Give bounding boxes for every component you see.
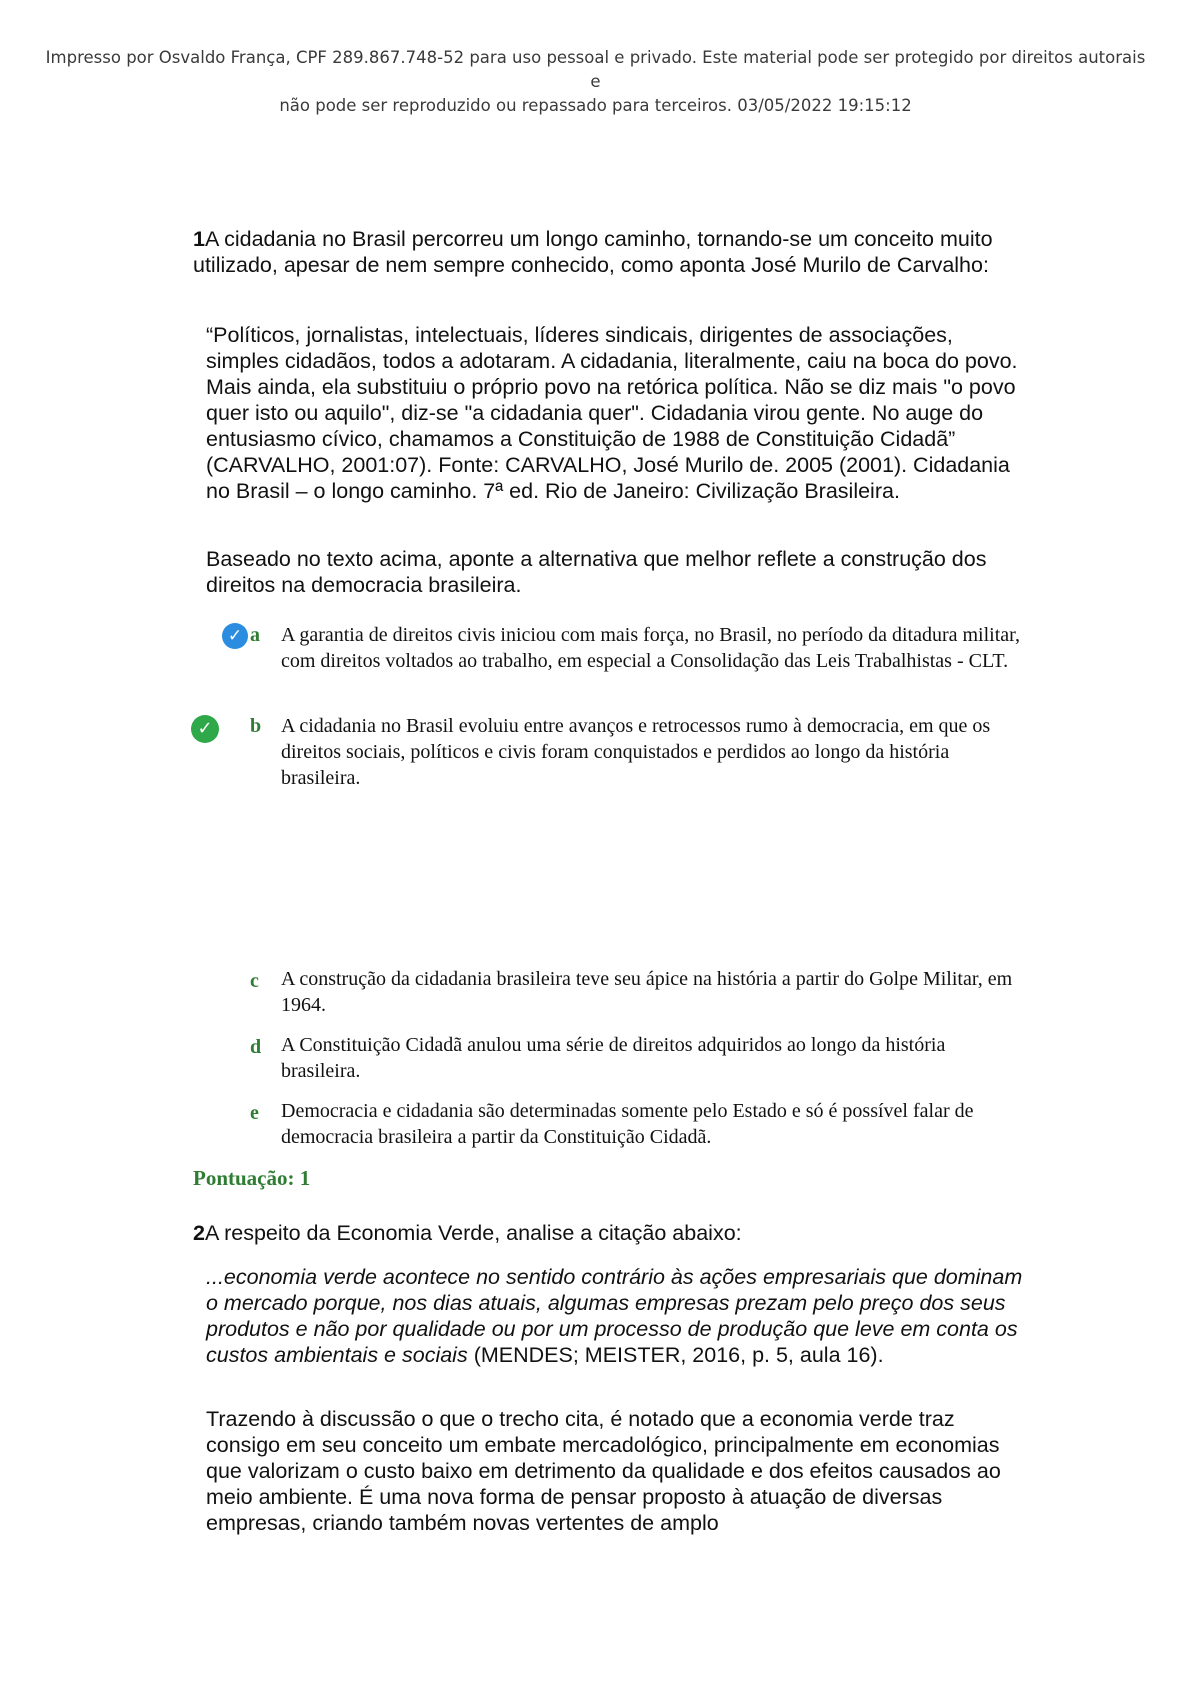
- option-d-text: A Constituição Cidadã anulou uma série de direitos adquiridos ao longo da história brasileira.: [281, 1034, 946, 1082]
- option-b-letter: b: [250, 715, 262, 737]
- option-e-letter: e: [250, 1102, 259, 1124]
- watermark-line-1: Impresso por Osvaldo França, CPF 289.867.748-52 para uso pessoal e privado. Este material pode ser protegido por direitos autorais e: [45, 48, 1146, 91]
- watermark-line-2: não pode ser reproduzido ou repassado para terceiros. 03/05/2022 19:15:12: [279, 96, 912, 115]
- option-a-letter: a: [250, 624, 260, 646]
- question-2-intro-text: A respeito da Economia Verde, analise a citação abaixo:: [204, 1221, 742, 1245]
- option-d-letter: d: [250, 1036, 262, 1058]
- option-a-text: A garantia de direitos civis iniciou com mais força, no Brasil, no período da ditadura militar, com direitos voltados ao trabalho, em especial a Consolidação das Leis Trabalhistas - CLT.: [281, 624, 1021, 672]
- option-a[interactable]: [180, 622, 1030, 702]
- option-b[interactable]: [180, 713, 1030, 793]
- question-1-number: 1: [193, 227, 205, 251]
- print-watermark: [40, 46, 1151, 118]
- option-e-text: Democracia e cidadania são determinadas somente pelo Estado e só é possível falar de democracia brasileira a partir da Constituição Cidadã.: [281, 1100, 974, 1148]
- correct-check-icon: ✓: [191, 715, 219, 743]
- question-1-intro-text: A cidadania no Brasil percorreu um longo caminho, tornando-se um conceito muito utilizado, apesar de nem sempre conhecido, como aponta José Murilo de Carvalho:: [193, 227, 993, 277]
- question-2-quote: [206, 1264, 1026, 1368]
- question-1-score: Pontuação: 1: [193, 1166, 311, 1190]
- question-2-intro: [193, 1220, 1023, 1246]
- option-c-text: A construção da cidadania brasileira teve seu ápice na história a partir do Golpe Militar, em 1964.: [281, 968, 1013, 1016]
- question-2-quote-ref: (MENDES; MEISTER, 2016, p. 5, aula 16).: [467, 1343, 884, 1367]
- option-b-text: A cidadania no Brasil evoluiu entre avanços e retrocessos rumo à democracia, em que os direitos sociais, políticos e civis foram conquistados e perdidos ao longo da história brasileira.: [281, 715, 991, 789]
- question-1-prompt: Baseado no texto acima, aponte a alternativa que melhor reflete a construção dos direitos na democracia brasileira.: [206, 547, 987, 597]
- question-1-intro: [193, 226, 1023, 278]
- question-2-quote-italic: ...economia verde acontece no sentido contrário às ações empresariais que dominam o mercado porque, nos dias atuais, algumas empresas prezam pelo preço dos seus produtos e não por qualidade ou por um processo de produção que leve em conta os custos ambientais e sociais: [206, 1265, 1023, 1367]
- selected-check-icon: ✓: [222, 623, 248, 649]
- question-1-quote: “Políticos, jornalistas, intelectuais, líderes sindicais, dirigentes de associações, simples cidadãos, todos a adotaram. A cidadania, literalmente, caiu na boca do povo. Mais ainda, ela substituiu o próprio povo na retórica política. Não se diz mais "o povo quer isto ou aquilo", diz-se "a cidadania quer". Cidadania virou gente. No auge do entusiasmo cívico, chamamos a Constituição de 1988 de Constituição Cidadã” (CARVALHO, 2001:07). Fonte: CARVALHO, José Murilo de. 2005 (2001). Cidadania no Brasil – o longo caminho. 7ª ed. Rio de Janeiro: Civilização Brasileira.: [206, 323, 1018, 503]
- option-c-letter: c: [250, 970, 259, 992]
- question-2-paragraph: Trazendo à discussão o que o trecho cita, é notado que a economia verde traz consigo em seu conceito um embate mercadológico, principalmente em economias que valorizam o custo baixo em detrimento da qualidade e dos efeitos causados ao meio ambiente. É uma nova forma de pensar proposto à atuação de diversas empresas, criando também novas vertentes de amplo: [206, 1407, 1001, 1535]
- question-2-number: 2: [193, 1221, 205, 1245]
